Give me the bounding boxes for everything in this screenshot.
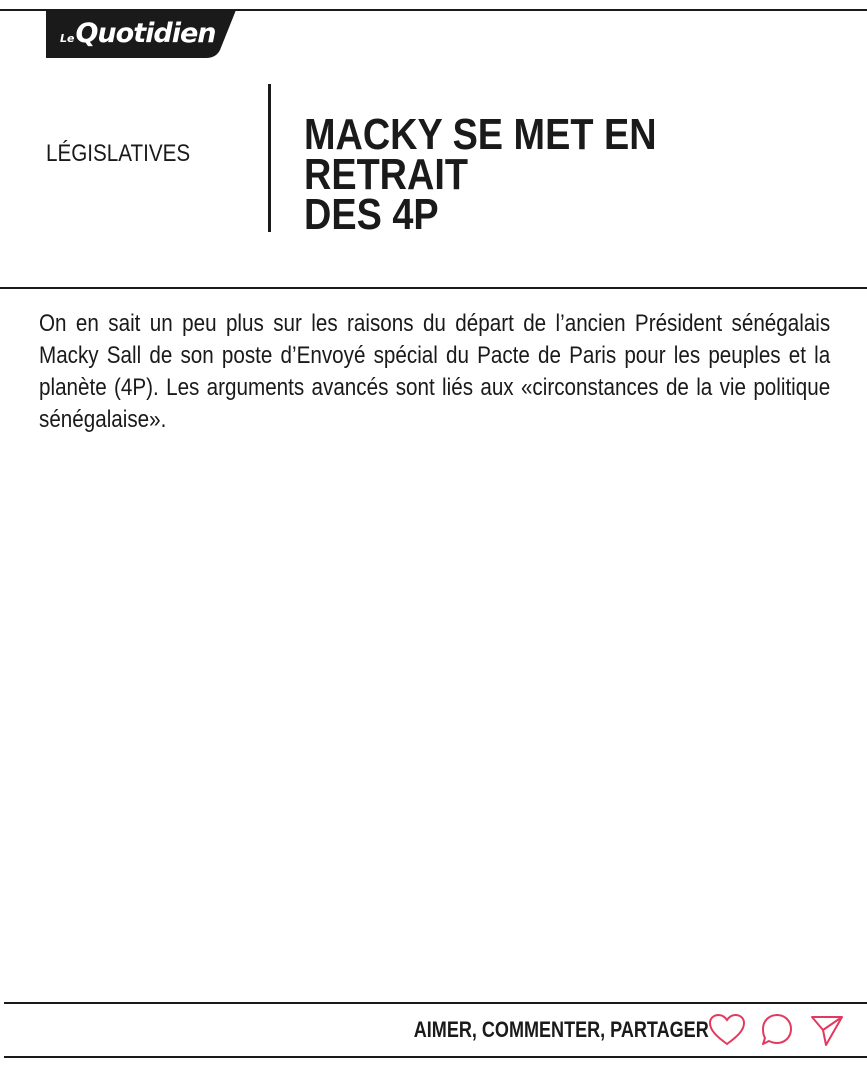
header-divider — [268, 84, 271, 232]
category-label: LÉGISLATIVES — [46, 140, 191, 167]
footer-rule-top — [4, 1002, 867, 1004]
comment-icon[interactable] — [757, 1010, 797, 1050]
footer-actions — [349, 1010, 847, 1050]
share-icon[interactable] — [807, 1010, 847, 1050]
header-rule — [0, 287, 867, 289]
brand-name: Quotidien — [75, 18, 216, 49]
brand-logo — [46, 10, 236, 58]
actions-label: AIMER, COMMENTER, PARTAGER — [414, 1017, 709, 1042]
brand-wordmark — [60, 18, 216, 50]
footer-rule-bottom — [4, 1056, 867, 1058]
heart-icon[interactable] — [707, 1010, 747, 1050]
article-text: On en sait un peu plus sur les raisons du départ de l’ancien Président sénégalais Macky Sall de son poste d’Envoyé spécial du Pacte de Paris pour les peuples et la planète (4P). Les arguments avancés sont liés aux «circonstances de la vie politique sénégalaise». — [39, 310, 831, 433]
brand-prefix: Le — [60, 32, 75, 45]
headline: MACKY SE MET EN RETRAIT DES 4P — [304, 110, 657, 239]
